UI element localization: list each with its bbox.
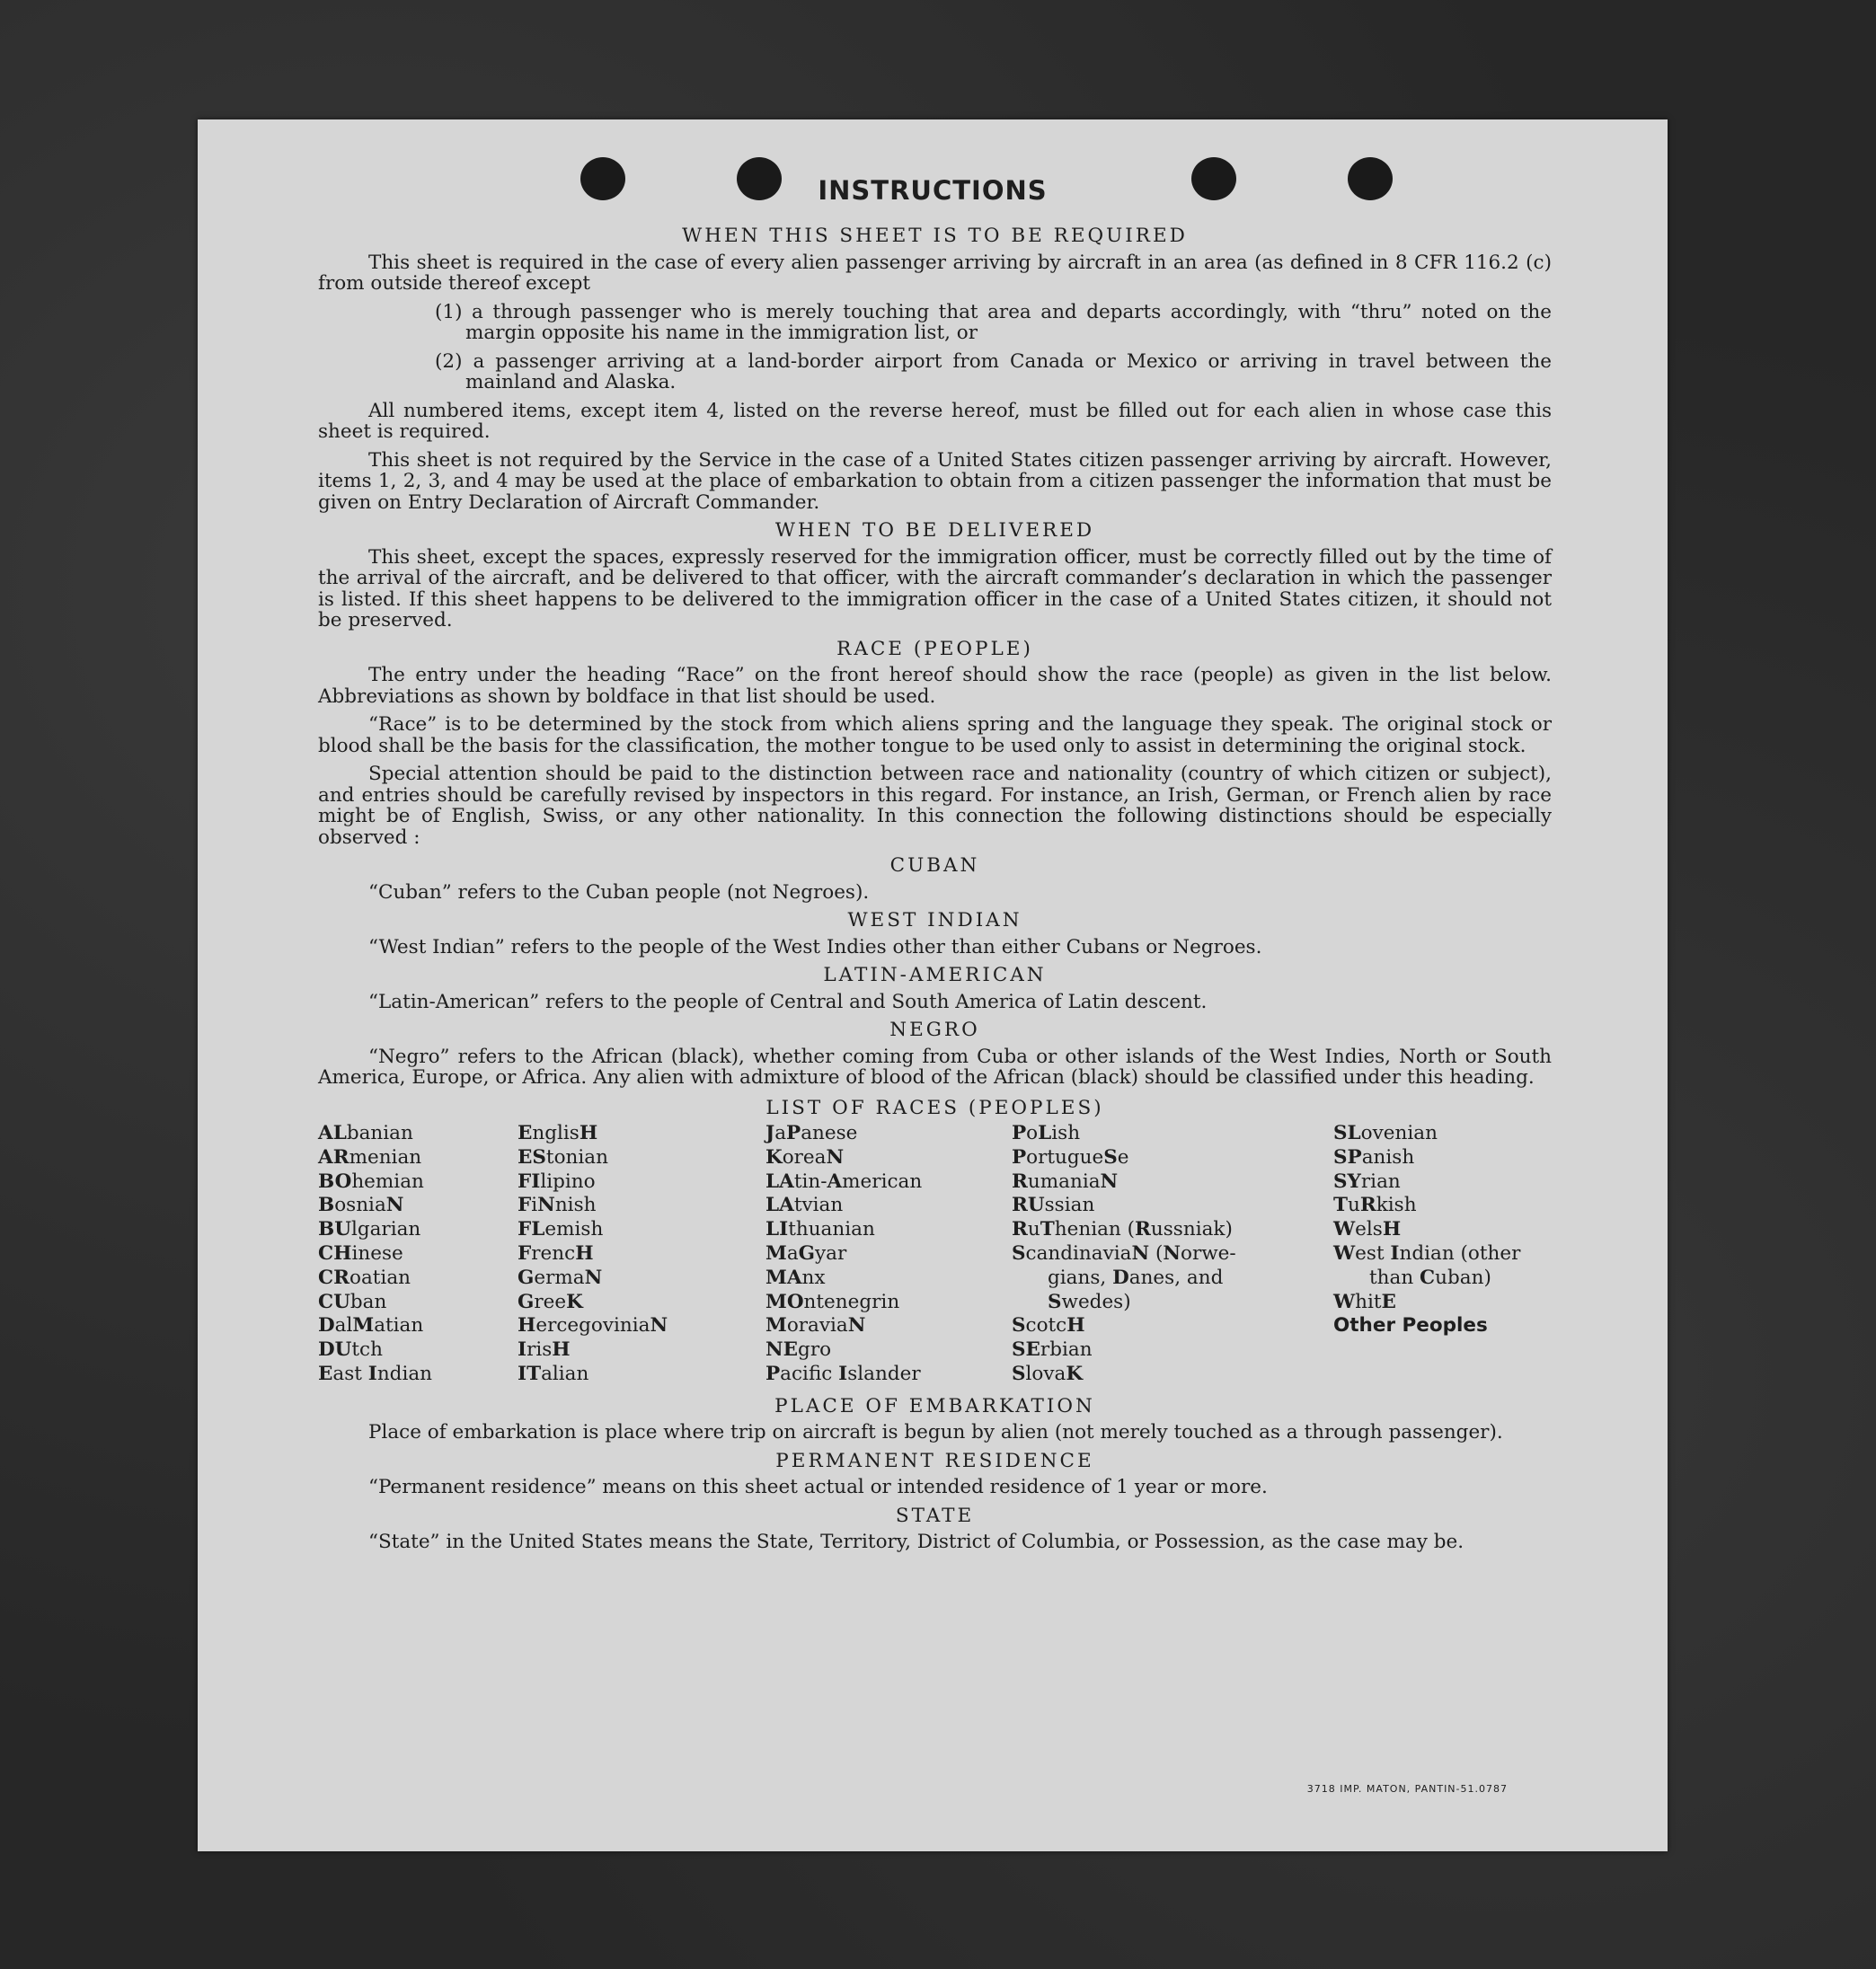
race-column (518, 1122, 765, 1387)
section-heading: LATIN-AMERICAN (823, 964, 1047, 986)
paragraph: Special attention should be paid to the distinction between race and nationality (country of which citizen or subject), and entries should be carefully revised by inspectors in this regard. For instance, an Irish, German, or French alien by race might be of English, Swiss, or any other nationality. In this connection the following distinctions should be especially observed : (318, 763, 1552, 849)
section-heading: PLACE OF EMBARKATION (774, 1394, 1095, 1417)
section-heading: WEST INDIAN (847, 909, 1022, 932)
paragraph: “Race” is to be determined by the stock from which aliens spring and the language they speak. The original stock or blood shall be the basis for the classification, the mother tongue to be used only to assist in determining the original stock. (318, 713, 1552, 757)
race-entry: East Indian (318, 1362, 433, 1385)
race-column (1333, 1122, 1552, 1387)
race-entry: ARmenian (318, 1145, 422, 1169)
section-heading: STATE (895, 1504, 975, 1527)
race-list (318, 1122, 1552, 1387)
race-entry: ALbanian (318, 1122, 413, 1144)
paragraph: This sheet is not required by the Service in the case of a United States citizen passenger arriving by aircraft. However, items 1, 2, 3, and 4 may be used at the place of embarkation to obtain from a citizen passenger the information that must be given on Entry Declaration of Aircraft Commander. (318, 448, 1552, 514)
race-entry: EnglisH (518, 1122, 598, 1144)
race-entry: NEgro (765, 1338, 832, 1362)
race-entry: DUtch (318, 1338, 383, 1362)
race-entry: gians, Danes, and (1048, 1266, 1224, 1289)
race-entry: JaPanese (765, 1122, 858, 1144)
race-entry: ScotcH (1012, 1314, 1085, 1338)
race-entry: HercegoviniaN (518, 1314, 668, 1338)
paragraph: “Cuban” refers to the Cuban people (not Negroes). (368, 880, 870, 904)
paragraph: “Negro” refers to the African (black), whether coming from Cuba or other islands of the West Indies, North or South America, Europe, or Africa. Any alien with admixture of blood of the African (black) should be classified under this heading. (318, 1045, 1552, 1089)
race-entry: West Indian (other (1333, 1241, 1521, 1265)
race-entry: FrencH (518, 1241, 594, 1265)
section-heading: CUBAN (889, 854, 980, 877)
race-entry: RumaniaN (1012, 1170, 1119, 1193)
race-entry: PortugueSe (1012, 1145, 1129, 1169)
race-entry: RUssian (1012, 1194, 1095, 1217)
instruction-sheet (198, 119, 1668, 1851)
list-item: (1) a through passenger who is merely touching that area and departs accordingly, with “thru” noted on the margin opposite his name in the immigration list, or (435, 300, 1552, 344)
page-title: INSTRUCTIONS (818, 175, 1048, 206)
paragraph: “Permanent residence” means on this sheet actual or intended residence of 1 year or more. (368, 1476, 1268, 1499)
paragraph: The entry under the heading “Race” on the front hereof should show the race (people) as given in the list below. Abbreviations as shown by boldface in that list should be used. (318, 664, 1552, 708)
race-entry: ITalian (518, 1362, 589, 1385)
race-entry: TuRkish (1333, 1194, 1417, 1217)
race-entry: SLovenian (1333, 1122, 1438, 1144)
race-entry: CHinese (318, 1241, 403, 1265)
paragraph: This sheet, except the spaces, expressly reserved for the immigration officer, must be correctly filled out by the time of the arrival of the aircraft, and be delivered to that officer, with the aircraft commander’s declaration in which the passenger is listed. If this sheet happens to be delivered to the immigration officer in the case of a United States citizen, it should not be preserved. (318, 545, 1552, 631)
section-heading: WHEN TO BE DELIVERED (774, 519, 1095, 542)
race-entry: BosniaN (318, 1194, 404, 1217)
race-entry: than Cuban) (1369, 1266, 1491, 1289)
race-entry: MoraviaN (765, 1314, 866, 1338)
race-entry: Pacifc Islander (765, 1362, 921, 1385)
race-entry: LAtvian (765, 1194, 844, 1217)
race-column (765, 1122, 1012, 1387)
race-entry: SErbian (1012, 1338, 1093, 1362)
race-entry: CRoatian (318, 1266, 411, 1289)
race-entry: LIthuanian (765, 1218, 875, 1241)
race-entry: EStonian (518, 1145, 608, 1169)
paragraph: This sheet is required in the case of every alien passenger arriving by aircraft in an area (as defined in 8 CFR 116.2 (c) from outside thereof except (318, 251, 1552, 295)
race-entry: ScandinaviaN (Norwe- (1012, 1241, 1236, 1265)
list-item: (2) a passenger arriving at a land-border airport from Canada or Mexico or arriving in travel between the mainland and Alaska. (435, 349, 1552, 393)
race-entry: SPanish (1333, 1145, 1415, 1169)
section-heading: RACE (PEOPLE) (836, 637, 1033, 660)
race-entry: WelsH (1333, 1218, 1402, 1241)
race-entry: GreeK (518, 1290, 583, 1313)
printer-imprint: 3718 IMP. MATON, PANTIN-51.0787 (1306, 1783, 1508, 1795)
race-column (318, 1122, 518, 1387)
race-entry: DalMatian (318, 1314, 424, 1338)
section-heading: PERMANENT RESIDENCE (775, 1449, 1094, 1472)
race-column (1012, 1122, 1333, 1387)
race-entry: KoreaN (765, 1145, 845, 1169)
race-entry: MaGyar (765, 1241, 847, 1265)
race-entry: FIlipino (518, 1170, 596, 1193)
race-entry: RuThenian (Russniak) (1012, 1218, 1233, 1241)
race-entry: MOntenegrin (765, 1290, 900, 1313)
paragraph: Place of embarkation is place where trip on aircraft is begun by alien (not merely touched as a through passenger). (368, 1421, 1503, 1444)
race-entry: SYrian (1333, 1170, 1401, 1193)
race-entry: WhitE (1333, 1290, 1396, 1313)
race-entry: BUlgarian (318, 1218, 421, 1241)
race-entry: Other Peoples (1333, 1314, 1488, 1338)
paragraph: “Latin-American” refers to the people of Central and South America of Latin descent. (368, 990, 1208, 1013)
race-entry: MAnx (765, 1266, 826, 1289)
section-heading: NEGRO (889, 1019, 980, 1041)
race-entry: FLemish (518, 1218, 604, 1241)
race-entry: IrisH (518, 1338, 571, 1362)
paragraph: All numbered items, except item 4, listed on the reverse hereof, must be filled out for each alien in whose case this sheet is required. (318, 399, 1552, 443)
paragraph: “State” in the United States means the State, Territory, District of Columbia, or Possession, as the case may be. (368, 1531, 1465, 1554)
section-heading: LIST OF RACES (PEOPLES) (765, 1096, 1104, 1119)
race-entry: BOhemian (318, 1170, 424, 1193)
section-heading: WHEN THIS SHEET IS TO BE REQUIRED (682, 225, 1188, 247)
document-body (318, 220, 1552, 1560)
race-entry: CUban (318, 1290, 387, 1313)
race-entry: Swedes) (1048, 1290, 1131, 1313)
race-entry: GermaN (518, 1266, 603, 1289)
race-entry: PoLish (1012, 1122, 1081, 1144)
race-entry: LAtin-American (765, 1170, 923, 1193)
paragraph: “West Indian” refers to the people of the West Indies other than either Cubans or Negroes. (368, 935, 1262, 958)
race-entry: SlovaK (1012, 1362, 1084, 1385)
race-entry: FiNnish (518, 1194, 597, 1217)
